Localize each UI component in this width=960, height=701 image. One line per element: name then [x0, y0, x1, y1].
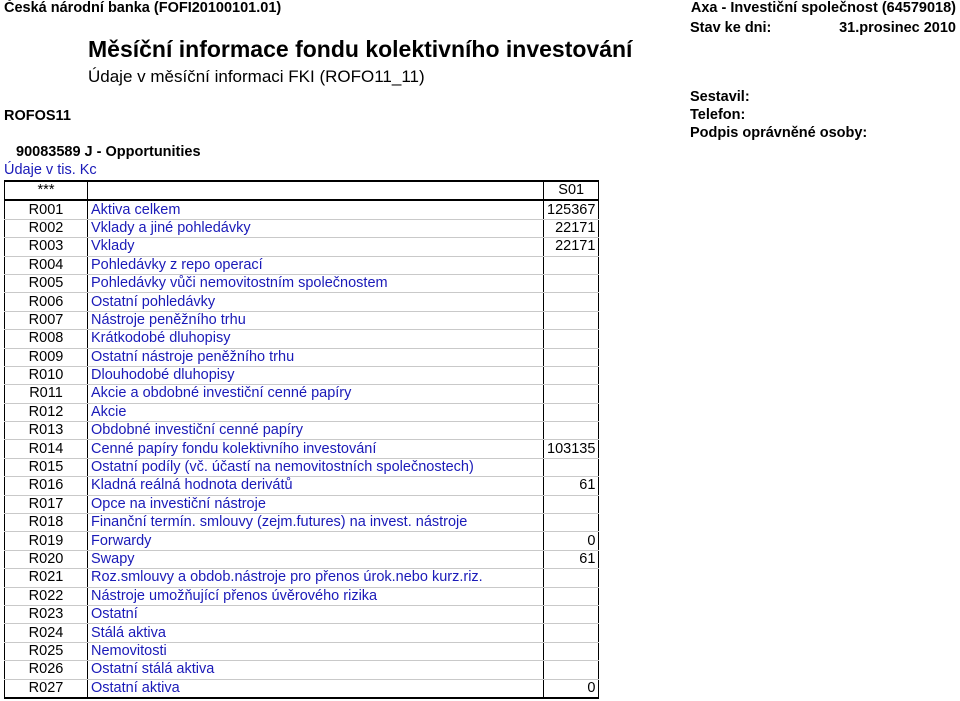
row-value: [544, 274, 599, 292]
row-label: Nástroje umožňující přenos úvěrového rizika: [88, 587, 544, 605]
row-value: [544, 642, 599, 660]
table-row: [5, 311, 599, 329]
row-code: R012: [5, 403, 88, 421]
row-label: Ostatní: [88, 605, 544, 623]
table-row: [5, 238, 599, 256]
row-code: R004: [5, 256, 88, 274]
table-row: [5, 256, 599, 274]
row-label: Aktiva celkem: [88, 200, 544, 219]
table-row: [5, 385, 599, 403]
row-label: Nástroje peněžního trhu: [88, 311, 544, 329]
row-label: Akcie: [88, 403, 544, 421]
table-row: [5, 293, 599, 311]
row-value: 22171: [544, 219, 599, 237]
table-row: [5, 661, 599, 679]
row-value: 61: [544, 550, 599, 568]
page-subtitle: Údaje v měsíční informaci FKI (ROFO11_11): [88, 67, 425, 86]
row-label: Swapy: [88, 550, 544, 568]
table-row: [5, 532, 599, 550]
row-code: R014: [5, 440, 88, 458]
table-row: [5, 605, 599, 623]
row-value: [544, 624, 599, 642]
row-label: Pohledávky vůči nemovitostním společnostem: [88, 274, 544, 292]
row-code: R027: [5, 679, 88, 698]
row-label: Finanční termín. smlouvy (zejm.futures) na invest. nástroje: [88, 514, 544, 532]
row-code: R011: [5, 385, 88, 403]
prepared-by-label: Sestavil:: [690, 89, 750, 105]
row-code: R026: [5, 661, 88, 679]
table-row: [5, 624, 599, 642]
row-value: [544, 458, 599, 476]
company-name: Axa - Investiční společnost (64579018): [690, 0, 956, 16]
table-row: [5, 366, 599, 384]
table-row: [5, 348, 599, 366]
row-code: R006: [5, 293, 88, 311]
row-value: 0: [544, 679, 599, 698]
row-label: Ostatní nástroje peněžního trhu: [88, 348, 544, 366]
fund-name: 90083589 J - Opportunities: [16, 144, 201, 160]
table-row: [5, 514, 599, 532]
table-row: [5, 642, 599, 660]
row-code: R017: [5, 495, 88, 513]
row-label: Dlouhodobé dluhopisy: [88, 366, 544, 384]
row-value: [544, 587, 599, 605]
row-code: R003: [5, 238, 88, 256]
row-code: R007: [5, 311, 88, 329]
row-code: R005: [5, 274, 88, 292]
row-label: Kladná reálná hodnota derivátů: [88, 477, 544, 495]
row-value: [544, 348, 599, 366]
table-row: [5, 550, 599, 568]
data-table: [4, 180, 599, 699]
table-row: [5, 458, 599, 476]
row-value: [544, 661, 599, 679]
row-value: [544, 569, 599, 587]
page-title: Měsíční informace fondu kolektivního investování: [88, 36, 633, 62]
row-label: Obdobné investiční cenné papíry: [88, 422, 544, 440]
row-label: Akcie a obdobné investiční cenné papíry: [88, 385, 544, 403]
row-label: Ostatní podíly (vč. účastí na nemovitostních společnostech): [88, 458, 544, 476]
header-label-cell: [88, 181, 544, 200]
row-value: [544, 293, 599, 311]
row-code: R024: [5, 624, 88, 642]
table-row: [5, 219, 599, 237]
row-code: R010: [5, 366, 88, 384]
row-code: R021: [5, 569, 88, 587]
row-label: Vklady: [88, 238, 544, 256]
table-row: [5, 679, 599, 698]
row-label: Stálá aktiva: [88, 624, 544, 642]
row-label: Vklady a jiné pohledávky: [88, 219, 544, 237]
row-value: [544, 366, 599, 384]
table-row: [5, 440, 599, 458]
row-label: Pohledávky z repo operací: [88, 256, 544, 274]
row-value: [544, 256, 599, 274]
date-value: 31.prosinec 2010: [839, 20, 956, 36]
phone-label: Telefon:: [690, 107, 746, 123]
row-value: 103135: [544, 440, 599, 458]
row-code: R016: [5, 477, 88, 495]
table-row: [5, 569, 599, 587]
row-label: Krátkodobé dluhopisy: [88, 330, 544, 348]
row-value: [544, 385, 599, 403]
row-label: Ostatní stálá aktiva: [88, 661, 544, 679]
date-label: Stav ke dni:: [690, 20, 772, 36]
table-row: [5, 200, 599, 219]
row-value: [544, 403, 599, 421]
units-label: Údaje v tis. Kc: [4, 162, 97, 178]
row-label: Ostatní aktiva: [88, 679, 544, 698]
row-code: R015: [5, 458, 88, 476]
row-label: Cenné papíry fondu kolektivního investování: [88, 440, 544, 458]
row-code: R008: [5, 330, 88, 348]
row-label: Roz.smlouvy a obdob.nástroje pro přenos úrok.nebo kurz.riz.: [88, 569, 544, 587]
row-code: R020: [5, 550, 88, 568]
row-label: Opce na investiční nástroje: [88, 495, 544, 513]
row-value: [544, 605, 599, 623]
row-value: 61: [544, 477, 599, 495]
row-code: R025: [5, 642, 88, 660]
header-corner: ***: [5, 181, 88, 200]
bank-title: Česká národní banka (FOFI20100101.01): [4, 0, 282, 16]
row-code: R013: [5, 422, 88, 440]
table-row: [5, 274, 599, 292]
row-value: [544, 422, 599, 440]
row-code: R001: [5, 200, 88, 219]
table-row: [5, 403, 599, 421]
header-column: S01: [544, 181, 599, 200]
row-label: Forwardy: [88, 532, 544, 550]
row-code: R022: [5, 587, 88, 605]
row-code: R023: [5, 605, 88, 623]
row-code: R002: [5, 219, 88, 237]
table-row: [5, 495, 599, 513]
signature-label: Podpis oprávněné osoby:: [690, 125, 868, 141]
table-row: [5, 477, 599, 495]
table-row: [5, 587, 599, 605]
row-value: [544, 514, 599, 532]
row-value: [544, 330, 599, 348]
row-value: [544, 311, 599, 329]
row-value: [544, 495, 599, 513]
row-code: R018: [5, 514, 88, 532]
row-label: Nemovitosti: [88, 642, 544, 660]
row-value: 125367: [544, 200, 599, 219]
row-label: Ostatní pohledávky: [88, 293, 544, 311]
row-code: R009: [5, 348, 88, 366]
table-row: [5, 422, 599, 440]
row-code: R019: [5, 532, 88, 550]
row-value: 22171: [544, 238, 599, 256]
table-row: [5, 330, 599, 348]
table-header-row: [5, 181, 599, 200]
row-value: 0: [544, 532, 599, 550]
report-code: ROFOS11: [4, 108, 71, 124]
